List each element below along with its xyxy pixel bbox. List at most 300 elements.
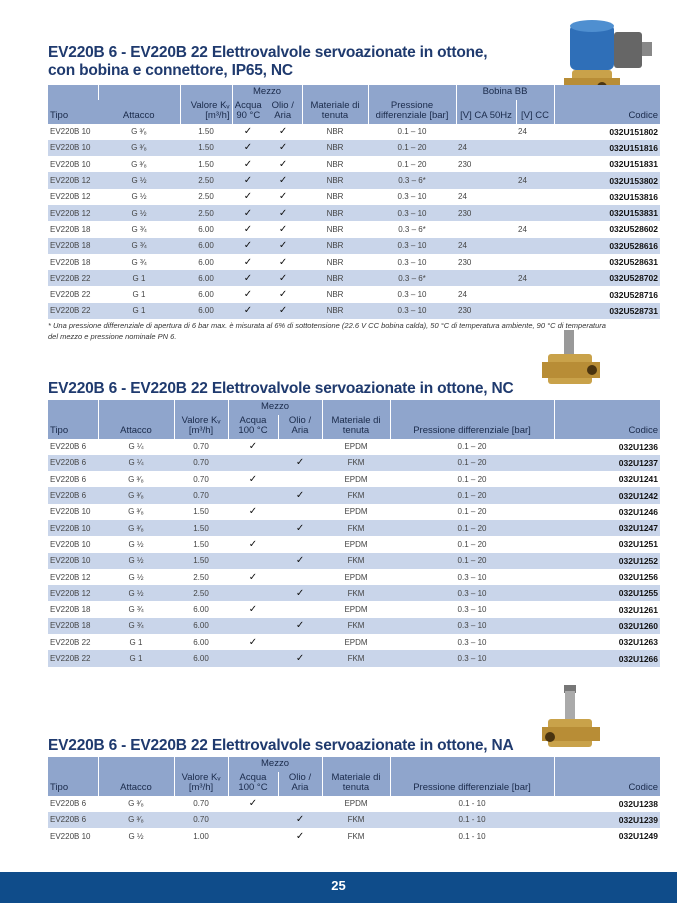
cell-valore: 1.50 bbox=[193, 539, 209, 549]
cell-tipo: EV220B 12 bbox=[48, 205, 98, 221]
header-valore: Valore Kᵥ [m³/h] bbox=[174, 772, 228, 796]
cell-materiale: EPDM bbox=[344, 474, 368, 484]
cell-attacco: G ½ bbox=[128, 572, 144, 582]
cell-codice: 032U528731 bbox=[554, 303, 660, 319]
cell-attacco: G ¾ bbox=[98, 618, 174, 634]
cell-acqua: ✓ bbox=[248, 604, 258, 616]
cell-acqua: ✓ bbox=[248, 506, 258, 518]
cell-olio: ✓ bbox=[264, 270, 302, 286]
cell-attacco: G ³⁄₈ bbox=[131, 159, 147, 169]
cell-acqua: ✓ bbox=[243, 191, 253, 203]
cell-acqua bbox=[228, 585, 278, 601]
cell-valore: 2.50 bbox=[180, 172, 232, 188]
cell-olio bbox=[278, 601, 322, 617]
cell-materiale: NBR bbox=[326, 192, 344, 202]
cell-tensione-ca: 24 bbox=[458, 290, 467, 300]
cell-materiale: FKM bbox=[322, 618, 390, 634]
cell-acqua bbox=[228, 812, 278, 828]
cell-pressione: 0.3 – 10 bbox=[457, 605, 487, 615]
table-row bbox=[48, 634, 660, 650]
cell-acqua: ✓ bbox=[232, 140, 264, 156]
header-olio: Olio / Aria bbox=[278, 415, 322, 439]
cell-olio: ✓ bbox=[264, 238, 302, 254]
cell-tensione-ca: 230 bbox=[456, 205, 516, 221]
cell-tipo: EV220B 10 bbox=[50, 507, 91, 517]
cell-materiale: FKM bbox=[322, 455, 390, 471]
title-line: con bobina e connettore, IP65, NC bbox=[48, 62, 293, 79]
cell-tensione-cc bbox=[516, 303, 554, 319]
cell-valore: 6.00 bbox=[180, 270, 232, 286]
header-attacco: Attacco bbox=[98, 100, 180, 124]
cell-valore: 1.00 bbox=[193, 831, 209, 841]
cell-codice: 032U528631 bbox=[609, 257, 659, 268]
header-acqua: Acqua 100 °C bbox=[228, 772, 278, 796]
cell-valore: 1.50 bbox=[198, 159, 214, 169]
cell-pressione: 0.3 – 10 bbox=[390, 618, 554, 634]
cell-codice: 032U528602 bbox=[609, 224, 659, 235]
header-materiale: Materiale di tenuta bbox=[322, 772, 390, 796]
cell-tensione-cc bbox=[516, 189, 554, 205]
cell-valore: 6.00 bbox=[193, 637, 209, 647]
cell-olio bbox=[278, 569, 322, 585]
cell-codice: 032U1246 bbox=[618, 506, 659, 517]
cell-materiale: NBR bbox=[302, 303, 368, 319]
cell-olio: ✓ bbox=[278, 455, 322, 471]
cell-tensione-cc: 24 bbox=[518, 127, 527, 137]
cell-tipo: EV220B 10 bbox=[50, 127, 91, 137]
cell-tipo: EV220B 10 bbox=[50, 159, 91, 169]
table-row bbox=[48, 172, 660, 188]
header-pressione: Pressione differenziale [bar] bbox=[390, 415, 554, 439]
cell-codice: 032U151831 bbox=[609, 159, 659, 170]
cell-tipo: EV220B 10 bbox=[48, 140, 98, 156]
cell-materiale: NBR bbox=[302, 172, 368, 188]
cell-tipo: EV220B 6 bbox=[48, 455, 98, 471]
cell-materiale: EPDM bbox=[344, 507, 368, 517]
table-row bbox=[48, 254, 660, 270]
cell-acqua: ✓ bbox=[243, 158, 253, 170]
cell-codice: 032U151802 bbox=[609, 126, 659, 137]
cell-acqua bbox=[228, 650, 278, 666]
cell-attacco: G ½ bbox=[98, 585, 174, 601]
cell-codice: 032U1247 bbox=[554, 520, 660, 536]
table-row bbox=[48, 828, 660, 844]
cell-attacco: G 1 bbox=[129, 637, 143, 647]
table-row bbox=[48, 487, 660, 503]
cell-valore: 6.00 bbox=[198, 224, 214, 234]
cell-olio bbox=[278, 634, 322, 650]
cell-pressione: 0.1 – 20 bbox=[368, 140, 456, 156]
cell-tipo: EV220B 22 bbox=[50, 290, 91, 300]
cell-codice: 032U1255 bbox=[554, 585, 660, 601]
cell-materiale: FKM bbox=[322, 520, 390, 536]
table-row bbox=[48, 796, 660, 812]
table-row bbox=[48, 618, 660, 634]
cell-olio bbox=[278, 439, 322, 455]
cell-valore: 6.00 bbox=[174, 650, 228, 666]
cell-acqua bbox=[228, 553, 278, 569]
cell-olio: ✓ bbox=[264, 172, 302, 188]
table-row bbox=[48, 650, 660, 666]
cell-materiale: NBR bbox=[326, 159, 344, 169]
cell-codice: 032U528716 bbox=[609, 289, 659, 300]
cell-attacco: G ³⁄₈ bbox=[98, 487, 174, 503]
cell-attacco: G ½ bbox=[128, 831, 144, 841]
cell-olio: ✓ bbox=[264, 205, 302, 221]
table-row bbox=[48, 238, 660, 254]
table-na bbox=[48, 757, 660, 844]
cell-tensione-cc: 24 bbox=[516, 172, 554, 188]
cell-acqua: ✓ bbox=[232, 238, 264, 254]
header-olio: Olio / Aria bbox=[278, 772, 322, 796]
cell-acqua: ✓ bbox=[232, 303, 264, 319]
cell-materiale: EPDM bbox=[344, 572, 368, 582]
cell-pressione: 0.1 – 20 bbox=[390, 455, 554, 471]
cell-acqua: ✓ bbox=[248, 441, 258, 453]
header-pressione: Pressione differenziale [bar] bbox=[390, 772, 554, 796]
cell-pressione: 0.3 – 10 bbox=[397, 290, 427, 300]
cell-codice: 032U1242 bbox=[554, 487, 660, 503]
cell-acqua: ✓ bbox=[248, 473, 258, 485]
cell-pressione: 0.1 - 10 bbox=[458, 831, 486, 841]
table-row bbox=[48, 156, 660, 172]
cell-tensione-cc bbox=[516, 156, 554, 172]
cell-codice: 032U528616 bbox=[554, 238, 660, 254]
cell-tipo: EV220B 22 bbox=[48, 303, 98, 319]
cell-pressione: 0.3 – 10 bbox=[368, 205, 456, 221]
cell-tensione-cc bbox=[516, 238, 554, 254]
cell-valore: 2.50 bbox=[198, 192, 214, 202]
cell-attacco: G ½ bbox=[98, 205, 180, 221]
cell-attacco: G ³⁄₈ bbox=[128, 799, 144, 809]
cell-tipo: EV220B 10 bbox=[48, 553, 98, 569]
cell-pressione: 0.3 – 10 bbox=[397, 192, 427, 202]
cell-tipo: EV220B 12 bbox=[50, 572, 91, 582]
header-mezzo: Mezzo bbox=[232, 85, 302, 100]
table-row bbox=[48, 601, 660, 617]
header-valore: Valore Kᵥ [m³/h] bbox=[180, 100, 232, 124]
cell-acqua: ✓ bbox=[243, 256, 253, 268]
cell-tensione-ca bbox=[456, 124, 516, 140]
table-row bbox=[48, 140, 660, 156]
cell-materiale: EPDM bbox=[344, 637, 368, 647]
cell-valore: 6.00 bbox=[198, 257, 214, 267]
cell-attacco: G ½ bbox=[128, 539, 144, 549]
cell-acqua: ✓ bbox=[248, 636, 258, 648]
cell-acqua: ✓ bbox=[232, 172, 264, 188]
cell-acqua: ✓ bbox=[243, 289, 253, 301]
header-tipo: Tipo bbox=[48, 415, 98, 439]
header-attacco: Attacco bbox=[98, 415, 174, 439]
cell-codice: 032U1263 bbox=[618, 637, 659, 648]
cell-valore: 6.00 bbox=[193, 605, 209, 615]
cell-valore: 6.00 bbox=[198, 290, 214, 300]
cell-materiale: FKM bbox=[322, 650, 390, 666]
cell-pressione: 0.3 – 10 bbox=[457, 572, 487, 582]
valve-na-image bbox=[540, 685, 610, 757]
cell-codice: 032U1236 bbox=[618, 441, 659, 452]
cell-pressione: 0.3 – 10 bbox=[390, 650, 554, 666]
footnote: * Una pressione differenziale di apertura di 6 bar max. è misurata al 6% di sottotensione (22.6 V CC bobina calda), 50 °C di temperatura ambiente, 90 °C di temperatura del mezzo e pressione nominale PN 6. bbox=[48, 321, 606, 341]
header-materiale: Materiale di tenuta bbox=[302, 100, 368, 124]
cell-pressione: 0.1 - 10 bbox=[458, 799, 486, 809]
cell-olio: ✓ bbox=[295, 830, 305, 842]
cell-codice: 032U1239 bbox=[554, 812, 660, 828]
table-row bbox=[48, 812, 660, 828]
section3-title: EV220B 6 - EV220B 22 Elettrovalvole servoazionate in ottone, NA bbox=[48, 737, 514, 754]
cell-materiale: NBR bbox=[326, 127, 344, 137]
cell-tipo: EV220B 10 bbox=[50, 831, 91, 841]
cell-codice: 032U1249 bbox=[618, 831, 659, 842]
cell-olio bbox=[278, 471, 322, 487]
cell-acqua bbox=[228, 520, 278, 536]
cell-attacco: G 1 bbox=[98, 270, 180, 286]
cell-tensione-cc bbox=[516, 140, 554, 156]
cell-pressione: 0.1 – 20 bbox=[397, 159, 427, 169]
cell-pressione: 0.3 – 10 bbox=[368, 303, 456, 319]
cell-codice: 032U1241 bbox=[618, 474, 659, 485]
cell-codice: 032U1251 bbox=[618, 539, 659, 550]
table-row bbox=[48, 124, 660, 140]
table-row bbox=[48, 553, 660, 569]
cell-codice: 032U1237 bbox=[554, 455, 660, 471]
cell-valore: 1.50 bbox=[180, 140, 232, 156]
cell-tipo: EV220B 6 bbox=[50, 474, 87, 484]
cell-pressione: 0.3 – 6* bbox=[368, 270, 456, 286]
cell-tensione-ca: 230 bbox=[458, 159, 472, 169]
cell-olio: ✓ bbox=[278, 520, 322, 536]
table-nc-with-coil bbox=[48, 85, 660, 319]
cell-olio: ✓ bbox=[278, 126, 288, 138]
header-tipo: Tipo bbox=[48, 772, 98, 796]
cell-materiale: EPDM bbox=[344, 539, 368, 549]
cell-attacco: G ¾ bbox=[128, 605, 144, 615]
cell-codice: 032U153816 bbox=[609, 191, 659, 202]
cell-materiale: EPDM bbox=[344, 605, 368, 615]
header-pressione: Pressione differenziale [bar] bbox=[368, 100, 456, 124]
cell-materiale: NBR bbox=[302, 270, 368, 286]
cell-attacco: G ½ bbox=[131, 192, 147, 202]
cell-valore: 0.70 bbox=[174, 487, 228, 503]
cell-tipo: EV220B 10 bbox=[50, 539, 91, 549]
cell-attacco: G ¼ bbox=[98, 455, 174, 471]
table-row bbox=[48, 585, 660, 601]
cell-materiale: NBR bbox=[326, 290, 344, 300]
cell-codice: 032U151816 bbox=[554, 140, 660, 156]
cell-attacco: G 1 bbox=[132, 290, 146, 300]
cell-acqua: ✓ bbox=[243, 223, 253, 235]
cell-tensione-ca bbox=[456, 172, 516, 188]
header-tipo: Tipo bbox=[48, 100, 98, 124]
cell-olio bbox=[278, 796, 322, 812]
table-row bbox=[48, 455, 660, 471]
cell-tipo: EV220B 6 bbox=[48, 487, 98, 503]
cell-tensione-cc bbox=[516, 205, 554, 221]
cell-codice: 032U1261 bbox=[618, 604, 659, 615]
cell-tensione-cc bbox=[516, 254, 554, 270]
cell-olio: ✓ bbox=[278, 487, 322, 503]
table-row bbox=[48, 536, 660, 552]
title-line: EV220B 6 - EV220B 22 Elettrovalvole servoazionate in ottone, bbox=[48, 44, 488, 61]
cell-tensione-cc: 24 bbox=[516, 270, 554, 286]
cell-tipo: EV220B 12 bbox=[50, 192, 91, 202]
cell-olio: ✓ bbox=[264, 140, 302, 156]
cell-olio bbox=[278, 536, 322, 552]
cell-tipo: EV220B 22 bbox=[48, 650, 98, 666]
cell-attacco: G ³⁄₈ bbox=[131, 127, 147, 137]
cell-pressione: 0.3 – 10 bbox=[457, 637, 487, 647]
header-acqua: Acqua 90 °C bbox=[232, 100, 264, 124]
table-row bbox=[48, 221, 660, 237]
cell-tipo: EV220B 18 bbox=[50, 257, 91, 267]
table-nc bbox=[48, 400, 660, 667]
table-row bbox=[48, 471, 660, 487]
header-mezzo: Mezzo bbox=[228, 400, 322, 415]
cell-valore: 2.50 bbox=[174, 585, 228, 601]
table-row bbox=[48, 205, 660, 221]
table-row bbox=[48, 504, 660, 520]
cell-tipo: EV220B 12 bbox=[48, 172, 98, 188]
cell-valore: 6.00 bbox=[180, 303, 232, 319]
cell-valore: 1.50 bbox=[193, 507, 209, 517]
cell-attacco: G ¾ bbox=[131, 224, 147, 234]
cell-pressione: 0.3 – 10 bbox=[397, 257, 427, 267]
cell-materiale: EPDM bbox=[344, 442, 368, 452]
cell-olio: ✓ bbox=[264, 303, 302, 319]
cell-attacco: G ½ bbox=[98, 172, 180, 188]
cell-acqua bbox=[228, 618, 278, 634]
cell-attacco: G ¾ bbox=[98, 238, 180, 254]
cell-tensione-ca: 230 bbox=[456, 303, 516, 319]
cell-pressione: 0.3 – 10 bbox=[368, 238, 456, 254]
cell-acqua bbox=[228, 828, 278, 844]
cell-valore: 0.70 bbox=[193, 799, 209, 809]
cell-valore: 0.70 bbox=[174, 455, 228, 471]
cell-pressione: 0.1 – 10 bbox=[397, 127, 427, 137]
cell-valore: 2.50 bbox=[193, 572, 209, 582]
header-materiale: Materiale di tenuta bbox=[322, 415, 390, 439]
cell-tipo: EV220B 12 bbox=[48, 585, 98, 601]
cell-tipo: EV220B 6 bbox=[50, 799, 87, 809]
cell-valore: 1.50 bbox=[198, 127, 214, 137]
cell-codice: 032U1238 bbox=[618, 798, 659, 809]
cell-olio: ✓ bbox=[278, 158, 288, 170]
table-row bbox=[48, 286, 660, 302]
section2-title: EV220B 6 - EV220B 22 Elettrovalvole servoazionate in ottone, NC bbox=[48, 380, 514, 397]
table-row bbox=[48, 303, 660, 319]
cell-attacco: G ³⁄₈ bbox=[98, 520, 174, 536]
cell-attacco: G ³⁄₈ bbox=[98, 812, 174, 828]
cell-olio: ✓ bbox=[278, 650, 322, 666]
page-number: 25 bbox=[331, 878, 346, 893]
cell-tensione-ca bbox=[456, 221, 516, 237]
cell-olio: ✓ bbox=[278, 812, 322, 828]
cell-pressione: 0.1 - 10 bbox=[390, 812, 554, 828]
header-olio: Olio / Aria bbox=[264, 100, 302, 124]
cell-acqua: ✓ bbox=[248, 798, 258, 810]
cell-acqua: ✓ bbox=[248, 571, 258, 583]
cell-pressione: 0.1 – 20 bbox=[457, 507, 487, 517]
cell-olio: ✓ bbox=[278, 191, 288, 203]
cell-tensione-ca bbox=[456, 270, 516, 286]
cell-tipo: EV220B 18 bbox=[48, 238, 98, 254]
cell-valore: 6.00 bbox=[180, 238, 232, 254]
cell-acqua: ✓ bbox=[232, 270, 264, 286]
section1-title bbox=[48, 44, 487, 80]
cell-materiale: NBR bbox=[302, 140, 368, 156]
cell-codice: 032U528702 bbox=[554, 270, 660, 286]
cell-attacco: G ³⁄₈ bbox=[98, 140, 180, 156]
cell-tipo: EV220B 18 bbox=[50, 224, 91, 234]
cell-tipo: EV220B 10 bbox=[48, 520, 98, 536]
cell-tensione-ca: 24 bbox=[456, 238, 516, 254]
cell-materiale: EPDM bbox=[344, 799, 368, 809]
cell-tipo: EV220B 6 bbox=[48, 812, 98, 828]
cell-codice: 032U1252 bbox=[554, 553, 660, 569]
header-ca: [V] CA 50Hz bbox=[456, 100, 516, 124]
header-acqua: Acqua 100 °C bbox=[228, 415, 278, 439]
cell-tensione-cc: 24 bbox=[518, 224, 527, 234]
cell-pressione: 0.3 – 6* bbox=[368, 172, 456, 188]
cell-tensione-ca: 230 bbox=[458, 257, 472, 267]
cell-attacco: G ¾ bbox=[131, 257, 147, 267]
cell-pressione: 0.3 – 6* bbox=[398, 224, 426, 234]
header-attacco: Attacco bbox=[98, 772, 174, 796]
cell-valore: 1.50 bbox=[174, 553, 228, 569]
cell-attacco: G ¼ bbox=[128, 442, 144, 452]
table-row bbox=[48, 569, 660, 585]
cell-olio: ✓ bbox=[278, 553, 322, 569]
cell-acqua bbox=[228, 455, 278, 471]
table-row bbox=[48, 439, 660, 455]
cell-pressione: 0.3 – 10 bbox=[390, 585, 554, 601]
cell-codice: 032U153802 bbox=[554, 172, 660, 188]
table-row bbox=[48, 189, 660, 205]
cell-olio: ✓ bbox=[278, 289, 288, 301]
header-cc: [V] CC bbox=[516, 100, 554, 124]
cell-codice: 032U1260 bbox=[554, 618, 660, 634]
header-mezzo: Mezzo bbox=[228, 757, 322, 772]
valve-nc-image bbox=[540, 330, 610, 392]
cell-valore: 1.50 bbox=[174, 520, 228, 536]
cell-pressione: 0.1 – 20 bbox=[457, 442, 487, 452]
cell-acqua bbox=[228, 487, 278, 503]
cell-tensione-ca: 24 bbox=[458, 192, 467, 202]
page-footer bbox=[0, 872, 677, 903]
cell-valore: 0.70 bbox=[174, 812, 228, 828]
header-codice: Codice bbox=[554, 772, 660, 796]
cell-pressione: 0.1 – 20 bbox=[390, 520, 554, 536]
cell-pressione: 0.1 – 20 bbox=[390, 553, 554, 569]
cell-valore: 0.70 bbox=[193, 442, 209, 452]
cell-materiale: NBR bbox=[326, 224, 344, 234]
table-row bbox=[48, 270, 660, 286]
cell-tipo: EV220B 22 bbox=[50, 637, 91, 647]
cell-codice: 032U1266 bbox=[554, 650, 660, 666]
cell-valore: 0.70 bbox=[193, 474, 209, 484]
header-codice: Codice bbox=[554, 415, 660, 439]
cell-acqua: ✓ bbox=[248, 538, 258, 550]
cell-valore: 2.50 bbox=[180, 205, 232, 221]
cell-olio: ✓ bbox=[278, 223, 288, 235]
cell-olio: ✓ bbox=[278, 618, 322, 634]
cell-materiale: FKM bbox=[322, 585, 390, 601]
cell-materiale: FKM bbox=[322, 812, 390, 828]
cell-materiale: FKM bbox=[347, 831, 365, 841]
cell-materiale: NBR bbox=[302, 205, 368, 221]
cell-pressione: 0.1 – 20 bbox=[390, 487, 554, 503]
table-row bbox=[48, 520, 660, 536]
